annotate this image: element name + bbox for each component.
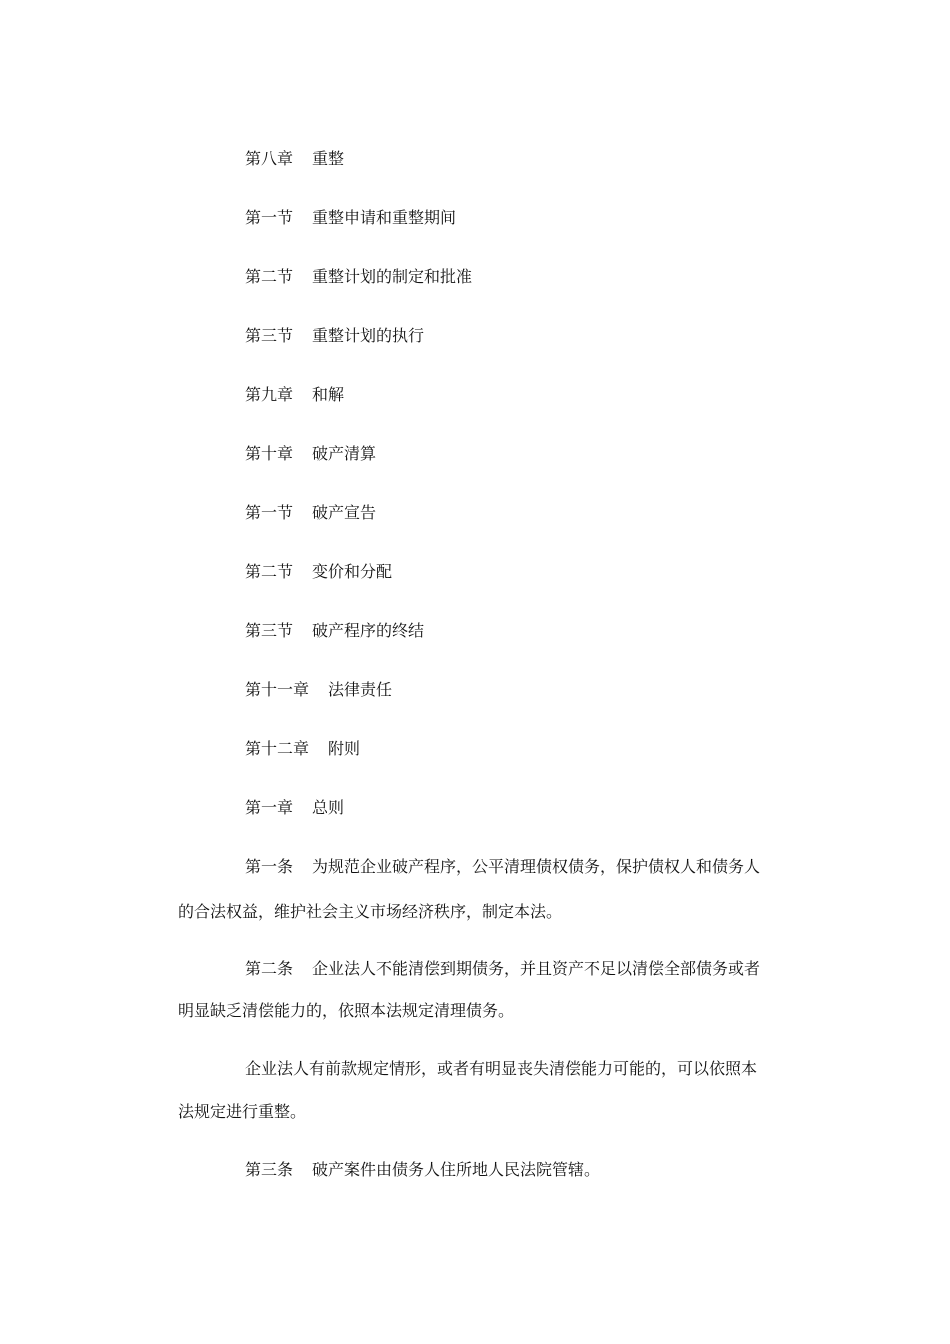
heading-chapter-8	[245, 149, 344, 169]
article-line	[245, 1160, 600, 1180]
heading-title: 重整申请和重整期间	[312, 208, 457, 227]
heading-number: 第九章	[245, 385, 294, 404]
heading-chapter-12	[245, 739, 360, 759]
article-line	[245, 857, 760, 877]
heading-title: 破产宣告	[312, 503, 377, 522]
heading-section-1	[245, 503, 376, 523]
article-label: 第二条	[245, 959, 294, 978]
article-line: 企业法人有前款规定情形，或者有明显丧失清偿能力可能的，可以依照本	[245, 1059, 758, 1078]
heading-title: 附则	[328, 739, 361, 758]
article-label: 第一条	[245, 857, 294, 876]
heading-chapter-10	[245, 444, 376, 464]
heading-section-2	[245, 267, 472, 287]
heading-section-1	[245, 208, 456, 228]
article-text: 为规范企业破产程序，公平清理债权债务，保护债权人和债务人	[312, 857, 761, 876]
heading-title: 和解	[312, 385, 345, 404]
heading-section-3	[245, 326, 424, 346]
heading-section-3	[245, 621, 424, 641]
heading-title: 变价和分配	[312, 562, 393, 581]
heading-title: 重整	[312, 149, 345, 168]
heading-number: 第三节	[245, 326, 294, 345]
heading-chapter-9	[245, 385, 344, 405]
heading-number: 第一节	[245, 208, 294, 227]
article-line: 明显缺乏清偿能力的，依照本法规定清理债务。	[178, 1001, 515, 1020]
heading-number: 第二节	[245, 267, 294, 286]
heading-title: 破产清算	[312, 444, 377, 463]
article-line: 法规定进行重整。	[178, 1102, 307, 1121]
heading-title: 总则	[312, 798, 345, 817]
article-line: 的合法权益，维护社会主义市场经济秩序，制定本法。	[178, 902, 563, 921]
heading-chapter-1	[245, 798, 344, 818]
article-label: 第三条	[245, 1160, 294, 1179]
heading-section-2	[245, 562, 392, 582]
heading-number: 第八章	[245, 149, 294, 168]
heading-number: 第一章	[245, 798, 294, 817]
article-line	[245, 959, 760, 979]
article-text: 破产案件由债务人住所地人民法院管辖。	[312, 1160, 601, 1179]
article-text: 企业法人不能清偿到期债务，并且资产不足以清偿全部债务或者	[312, 959, 761, 978]
heading-title: 法律责任	[328, 680, 393, 699]
heading-number: 第二节	[245, 562, 294, 581]
heading-number: 第十一章	[245, 680, 310, 699]
heading-chapter-11	[245, 680, 392, 700]
heading-number: 第十二章	[245, 739, 310, 758]
heading-title: 重整计划的执行	[312, 326, 425, 345]
heading-title: 破产程序的终结	[312, 621, 425, 640]
heading-title: 重整计划的制定和批准	[312, 267, 473, 286]
heading-number: 第一节	[245, 503, 294, 522]
heading-number: 第十章	[245, 444, 294, 463]
heading-number: 第三节	[245, 621, 294, 640]
